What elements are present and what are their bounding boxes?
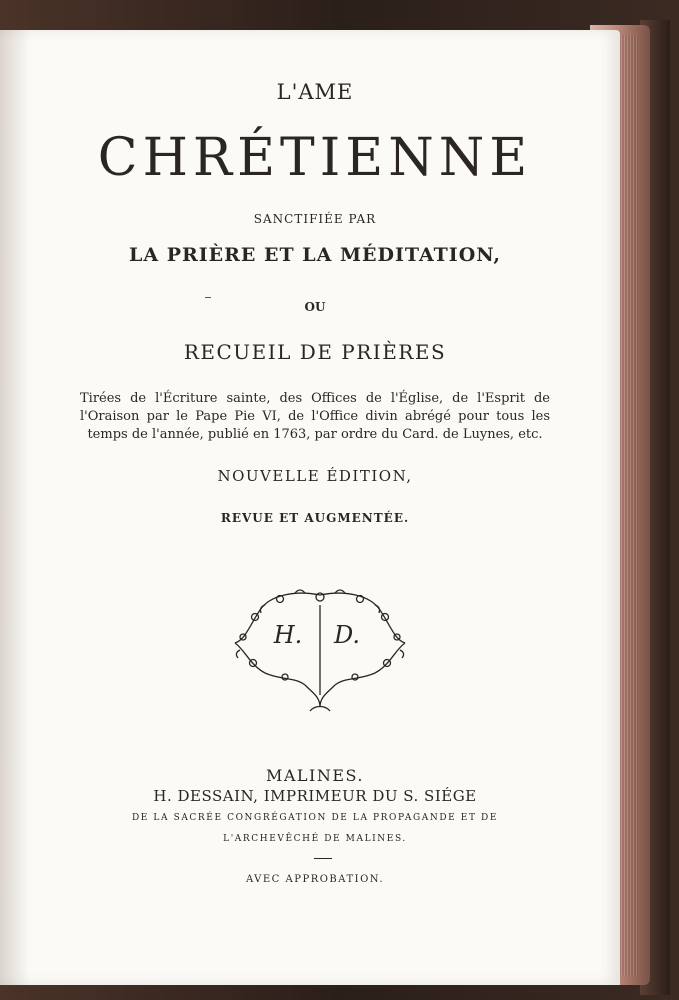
approbation-note: AVEC APPROBATION. [245, 874, 385, 885]
title-prefix: L'AME [276, 80, 354, 104]
imprint-city: MALINES. [265, 766, 365, 785]
divider-rule [314, 858, 332, 859]
monogram-letter: H. [273, 621, 303, 649]
imprint-congregation: DE LA SACRÉE CONGRÉGATION DE LA PROPAGANDE ET DE [131, 813, 498, 823]
subtitle-sanctifiee: SANCTIFIÉE PAR [253, 212, 377, 226]
edition-label: NOUVELLE ÉDITION, [217, 467, 413, 485]
page-gutter [0, 30, 30, 985]
subtitle-recueil: RECUEIL DE PRIÈRES [183, 340, 447, 364]
edition-revue: REVUE ET AUGMENTÉE. [220, 511, 410, 525]
publisher-monogram-ornament [225, 585, 415, 715]
subtitle-priere: LA PRIÈRE ET LA MÉDITATION, [128, 244, 502, 266]
monogram-letters [273, 621, 360, 649]
imprint-printer: H. DESSAIN, IMPRIMEUR DU S. SIÉGE [153, 787, 477, 805]
imprint-archeveche: L'ARCHEVÊCHÉ DE MALINES. [223, 834, 407, 844]
description-paragraph: Tirées de l'Écriture sainte, des Offices de l'Église, de l'Esprit de l'Oraison par le Pape Pie VI, de l'Office divin abrégé pour tous les temps de l'année, publié en 1763, par ordre du Card. de Luynes, etc. [80, 391, 550, 442]
monogram-letter: D. [333, 621, 361, 649]
conjunction-ou: OU [304, 300, 326, 314]
ink-speck [205, 297, 211, 298]
main-title: CHRÉTIENNE [97, 128, 533, 188]
